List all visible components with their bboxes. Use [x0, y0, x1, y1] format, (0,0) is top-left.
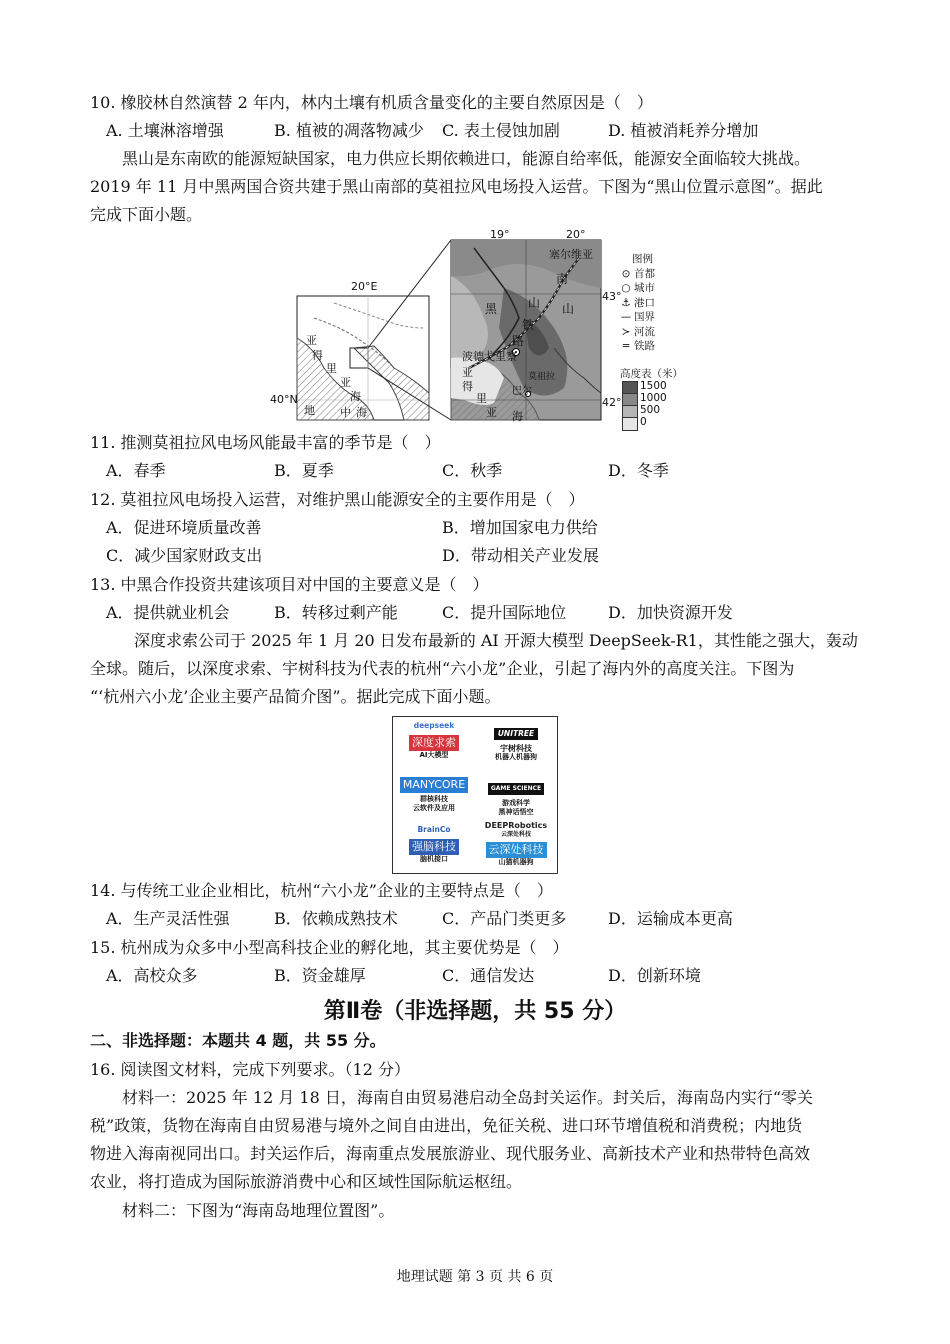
- q11-option-c: C．秋季: [442, 461, 503, 480]
- manycore-logo: MANYCORE: [400, 777, 468, 793]
- deepseek-name: 深度求索: [409, 735, 459, 751]
- q15-stem: 15. 杭州成为众多中小型高科技企业的孵化地，其主要优势是（ ）: [90, 938, 569, 957]
- q11-option-b: B．夏季: [274, 461, 334, 480]
- q16-material1-line-2: 税”政策，货物在海南自由贸易港与境外之间自由进出，免征关税、进口环节增值税和消费税；内地货: [90, 1116, 803, 1135]
- unitree-logo: UNITREE: [494, 728, 538, 740]
- elevation-tick-label: 1500: [640, 380, 667, 392]
- detail-label-nan: 南: [556, 272, 569, 286]
- legend-item: [618, 310, 698, 325]
- detail-label-shan: 山: [528, 296, 541, 310]
- legend-label: 城市: [634, 282, 655, 294]
- detail-label-ya2: 亚: [486, 406, 497, 419]
- deeprobotics-desc: 山猫机器狗: [498, 858, 534, 866]
- elevation-scale: [620, 366, 683, 433]
- q10-option-b: B. 植被的凋落物减少: [274, 121, 424, 140]
- detail-label-bar: 巴尔: [512, 386, 532, 397]
- overview-label-di: 地: [304, 404, 315, 417]
- brainco-name: 强脑科技: [409, 839, 459, 855]
- legend-item: [618, 267, 698, 282]
- elevation-tick-label: 1000: [640, 392, 667, 404]
- q15-option-a: A．高校众多: [106, 966, 198, 985]
- game-science-desc: 黑神话悟空: [498, 808, 534, 816]
- overview-map: [297, 240, 451, 420]
- product-game-science: [477, 775, 555, 817]
- manycore-name: 群核科技: [420, 795, 448, 803]
- q13-option-a: A．提供就业机会: [106, 603, 230, 622]
- page-footer: 地理试题 第 3 页 共 6 页: [396, 1269, 554, 1285]
- detail-label-ya: 亚: [462, 366, 473, 379]
- legend-symbol-icon: ⚓: [621, 296, 631, 309]
- game-science-name: 游戏科学: [502, 799, 530, 807]
- detail-lon-19: 19°: [490, 228, 510, 241]
- product-brainco: [395, 825, 473, 864]
- q14-option-d: D．运输成本更高: [608, 909, 733, 928]
- overview-label-hai2: 海: [356, 406, 367, 419]
- elevation-swatch: [622, 417, 638, 431]
- overview-label-li: 里: [326, 362, 337, 375]
- q10-option-a: A. 土壤淋溶增强: [106, 121, 224, 140]
- deeprobotics-logo-sub: 云深处科技: [500, 831, 531, 838]
- legend-label: 铁路: [634, 340, 655, 352]
- q16-material2: 材料二：下图为“海南岛地理位置图”。: [122, 1201, 395, 1220]
- detail-label-li: 里: [476, 392, 487, 405]
- overview-lon-label: 20°E: [351, 280, 378, 293]
- hangzhou-six-dragons-figure: [392, 716, 558, 874]
- detail-lat-42: 42°: [602, 396, 622, 409]
- q16-material1-line-3: 物进入海南视同出口。封关运作后，海南重点发展旅游业、现代服务业、高新技术产业和热带特色高效: [90, 1144, 811, 1163]
- legend-symbol-icon: ⊙: [621, 267, 631, 280]
- product-deepseek: [395, 721, 473, 760]
- legend-symbol-icon: ═: [622, 340, 630, 352]
- legend-item: [618, 281, 698, 296]
- overview-lat-label: 40°N: [270, 393, 298, 406]
- q16-material1-line-4: 农业，将打造成为国际旅游消费中心和区域性国际航运枢纽。: [90, 1172, 523, 1191]
- manycore-desc: 云软件及应用: [413, 804, 455, 812]
- overview-label-ya: 亚: [306, 334, 317, 347]
- legend-label: 河流: [634, 325, 655, 338]
- q13-option-c: C．提升国际地位: [442, 603, 567, 622]
- q10-option-d: D. 植被消耗养分增加: [608, 121, 759, 140]
- section-2-title: 第Ⅱ卷（非选择题，共 55 分）: [323, 999, 627, 1024]
- deeprobotics-logo: DEEPRobotics: [484, 821, 548, 830]
- legend-item: [618, 339, 698, 354]
- q11-option-d: D．冬季: [608, 461, 669, 480]
- map-legend: [618, 252, 698, 354]
- passage2-line-1: 深度求索公司于 2025 年 1 月 20 日发布最新的 AI 开源大模型 DeepSeek-R1，其性能之强大，轰动: [134, 631, 858, 650]
- detail-label-lu: 路: [512, 334, 525, 348]
- deepseek-desc: AI大模型: [419, 751, 449, 759]
- q14-option-c: C．产品门类更多: [442, 909, 567, 928]
- legend-symbol-icon: —: [620, 311, 632, 323]
- detail-label-capital: 波德戈里察: [462, 350, 517, 363]
- q14-option-a: A．生产灵活性强: [106, 909, 230, 928]
- passage2-line-3: “‘杭州六小龙’企业主要产品简介图”。据此完成下面小题。: [90, 687, 501, 706]
- detail-label-serbia: 塞尔维亚: [549, 248, 593, 261]
- product-deeprobotics: [477, 821, 555, 867]
- overview-label-hai: 海: [350, 390, 361, 403]
- overview-label-zhong: 中: [340, 406, 351, 419]
- legend-title: 图例: [632, 253, 653, 265]
- product-unitree: [477, 721, 555, 762]
- q12-option-a: A．促进环境质量改善: [106, 518, 262, 537]
- legend-symbol-icon: ○: [621, 282, 631, 294]
- q16-material1-line-1: 材料一：2025 年 12 月 18 日，海南自由贸易港启动全岛封关运作。封关后，海南岛内实行“零关: [122, 1088, 814, 1107]
- brainco-desc: 脑机接口: [420, 855, 448, 863]
- q15-option-d: D．创新环境: [608, 966, 701, 985]
- q12-option-b: B．增加国家电力供给: [442, 518, 598, 537]
- deeprobotics-name: 云深处科技: [486, 842, 547, 858]
- q13-stem: 13. 中黑合作投资共建该项目对中国的主要意义是（ ）: [90, 575, 489, 594]
- q15-option-c: C．通信发达: [442, 966, 535, 985]
- detail-lon-20: 20°: [566, 228, 586, 241]
- q15-option-b: B．资金雄厚: [274, 966, 366, 985]
- q13-option-b: B．转移过剩产能: [274, 603, 398, 622]
- q12-option-d: D．带动相关产业发展: [442, 546, 599, 565]
- detail-label-hei: 黑: [485, 302, 498, 316]
- q11-stem: 11. 推测莫祖拉风电场风能最丰富的季节是（ ）: [90, 433, 441, 452]
- elevation-title: 高度表（米）: [620, 368, 683, 380]
- legend-label: 首都: [634, 267, 655, 280]
- q14-stem: 14. 与传统工业企业相比，杭州“六小龙”企业的主要特点是（ ）: [90, 881, 553, 900]
- passage1-line-2: 2019 年 11 月中黑两国合资共建于黑山南部的莫祖拉风电场投入运营。下图为“黑山位置示意图”。据此: [90, 177, 823, 196]
- detail-label-shan2: 山: [562, 302, 575, 316]
- unitree-name: 宇树科技: [500, 744, 532, 753]
- passage1-line-3: 完成下面小题。: [90, 205, 203, 224]
- legend-item: [618, 325, 698, 340]
- q16-stem: 16. 阅读图文材料，完成下列要求。（12 分）: [90, 1060, 410, 1079]
- detail-label-tie: 铁: [522, 318, 535, 332]
- q13-option-d: D．加快资源开发: [608, 603, 733, 622]
- legend-label: 港口: [634, 296, 655, 309]
- section-2-subtitle: 二、非选择题：本题共 4 题，共 55 分。: [90, 1031, 386, 1050]
- detail-label-hai: 海: [512, 410, 523, 423]
- legend-label: 国界: [634, 311, 655, 323]
- detail-label-mozura: 莫祖拉: [528, 372, 556, 382]
- q12-option-c: C．减少国家财政支出: [106, 546, 263, 565]
- overview-label-ya2: 亚: [340, 376, 351, 389]
- passage2-line-2: 全球。随后，以深度求索、宇树科技为代表的杭州“六小龙”企业，引起了海内外的高度关注。下图为: [90, 659, 795, 678]
- q14-option-b: B．依赖成熟技术: [274, 909, 398, 928]
- elevation-tick-label: 0: [640, 416, 647, 428]
- unitree-desc: 机器人机器狗: [495, 753, 537, 761]
- legend-symbol-icon: ≻: [621, 325, 631, 338]
- detail-label-de: 得: [462, 380, 473, 393]
- brainco-logo: BrainCo: [417, 825, 451, 834]
- passage1-line-1: 黑山是东南欧的能源短缺国家，电力供应长期依赖进口，能源自给率低，能源安全面临较大挑战。: [122, 149, 811, 168]
- overview-label-de: 得: [312, 349, 323, 362]
- q10-option-c: C. 表土侵蚀加剧: [442, 121, 560, 140]
- deepseek-logo: deepseek: [413, 721, 455, 730]
- elevation-tick-label: 500: [640, 404, 661, 416]
- detail-lat-43: 43°: [602, 290, 622, 303]
- product-manycore: [395, 773, 473, 813]
- q10-stem: 10. 橡胶林自然演替 2 年内，林内土壤有机质含量变化的主要自然原因是（ ）: [90, 93, 653, 112]
- game-science-logo: GAME SCIENCE: [488, 783, 544, 795]
- q12-stem: 12. 莫祖拉风电场投入运营，对维护黑山能源安全的主要作用是（ ）: [90, 490, 585, 509]
- q11-option-a: A．春季: [106, 461, 166, 480]
- legend-item: [618, 296, 698, 311]
